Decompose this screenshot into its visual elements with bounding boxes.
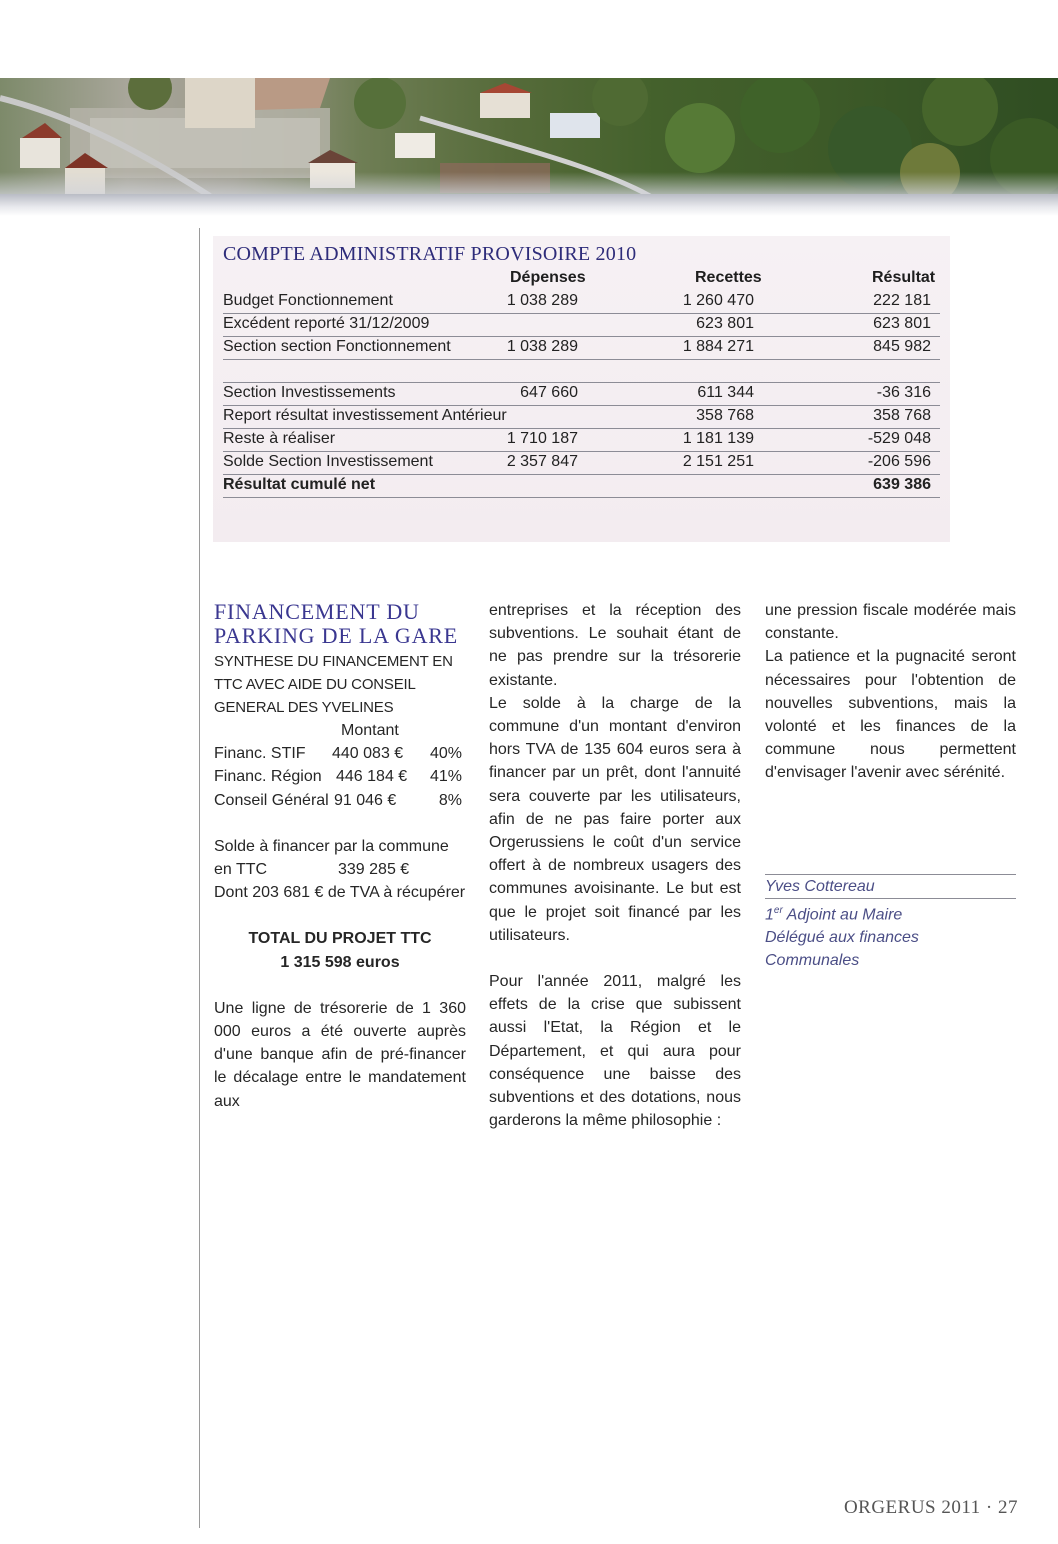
row-resultat: -206 596	[867, 453, 931, 470]
row-resultat: -529 048	[867, 430, 931, 447]
tva-text: Dont 203 681 € de TVA à récupérer	[214, 884, 466, 902]
row-label: Section section Fonctionnement	[223, 338, 451, 355]
total-label: TOTAL DU PROJET TTC	[248, 930, 432, 948]
row-recettes: 1 884 271	[682, 338, 754, 355]
row-depenses: 647 660	[520, 384, 578, 401]
row-depenses: 1 710 187	[506, 430, 578, 447]
tresorerie-paragraph: Une ligne de trésorerie de 1 360 000 euros a été ouverte auprès d'une banque afin de pré-financer le décalage entre le mandatement aux	[214, 999, 466, 1110]
table-row	[223, 336, 940, 360]
compte-administratif-title: COMPTE ADMINISTRATIF PROVISOIRE 2010	[223, 243, 637, 265]
financement-item-percent: 41%	[429, 768, 462, 786]
row-resultat: 222 181	[873, 292, 931, 309]
table-row	[223, 405, 940, 429]
middle-paragraph-3: Pour l'année 2011, malgré les effets de la crise que subissent aussi l'Etat, la Région et le Département, et qui aura pour conséquence une baisse des subventions et des dotations, nous garderons la même philosophie :	[489, 973, 741, 1130]
table-row	[223, 382, 940, 406]
row-label: Budget Fonctionnement	[223, 292, 393, 309]
row-label: Résultat cumulé net	[223, 476, 376, 493]
header-photo	[0, 78, 1058, 198]
signature-role	[765, 899, 1016, 926]
row-resultat: 639 386	[873, 476, 931, 493]
row-resultat: 623 801	[873, 315, 931, 332]
row-depenses: 1 038 289	[506, 292, 578, 309]
montant-header-row	[214, 719, 466, 742]
row-label: Excédent reporté 31/12/2009	[223, 315, 430, 332]
signature-role-superscript: er	[773, 905, 783, 916]
financement-item-percent: 40%	[429, 745, 462, 763]
financement-item	[214, 742, 466, 765]
middle-column	[489, 599, 741, 1132]
row-recettes: 1 181 139	[682, 430, 754, 447]
financement-item	[214, 789, 466, 812]
row-recettes: 358 768	[696, 407, 754, 424]
financement-item-amount: 440 083 €	[332, 745, 404, 763]
row-recettes: 2 151 251	[682, 453, 754, 470]
right-paragraph-1: une pression fiscale modérée mais constante.	[765, 602, 1016, 643]
banner-divider	[0, 194, 1058, 216]
row-depenses: 1 038 289	[506, 338, 578, 355]
signature-name: Yves Cottereau	[765, 878, 875, 895]
financement-column	[214, 600, 466, 1113]
page-footer: ORGERUS 2011 · 27	[843, 1497, 1018, 1518]
table-row-spacer	[223, 359, 940, 383]
signature-role-number: 1	[765, 906, 774, 924]
financement-title-line1: FINANCEMENT DU	[214, 599, 420, 624]
financement-item-percent: 8%	[438, 791, 462, 809]
financement-subtitle: SYNTHESE DU FINANCEMENT EN TTC AVEC AIDE DU CONSEIL GENERAL DES YVELINES	[214, 653, 453, 716]
solde-row	[214, 858, 466, 881]
row-label: Reste à réaliser	[223, 430, 336, 447]
row-label: Section Investissements	[223, 384, 396, 401]
total-amount: 1 315 598 euros	[280, 953, 400, 971]
montant-header: Montant	[341, 722, 399, 739]
financement-item-label: Financ. STIF	[214, 745, 306, 763]
row-resultat: 358 768	[873, 407, 931, 424]
row-resultat: -36 316	[876, 384, 931, 401]
row-label: Report résultat investissement Antérieur	[223, 407, 507, 424]
row-label: Solde Section Investissement	[223, 453, 433, 470]
financement-item-amount: 446 184 €	[336, 768, 408, 786]
financement-item	[214, 765, 466, 788]
signature-block	[765, 874, 1016, 972]
solde-ttc-label: en TTC	[214, 860, 268, 878]
row-recettes: 1 260 470	[682, 292, 754, 309]
financement-item-label: Conseil Général	[214, 791, 329, 809]
right-paragraph-2: La patience et la pugnacité seront nécessaires pour l'obtention de nouvelles subventions, mais la volonté et les finances de la commune nous permettent d'envisager l'avenir avec sérénité.	[765, 648, 1016, 782]
header-recettes: Recettes	[695, 269, 762, 286]
header-resultat: Résultat	[872, 269, 936, 286]
middle-paragraph-1: entreprises et la réception des subventions. Le souhait étant de ne pas prendre sur la trésorerie existante.	[489, 602, 741, 689]
table-row	[223, 451, 940, 475]
row-recettes: 611 344	[697, 384, 754, 401]
header-depenses: Dépenses	[510, 269, 586, 286]
solde-text: Solde à financer par la commune	[214, 837, 449, 855]
table-row	[223, 290, 940, 314]
table-row-total	[223, 474, 940, 498]
left-margin-rule	[199, 228, 200, 1528]
middle-paragraph-2: Le solde à la charge de la commune d'un montant d'environ hors TVA de 135 604 euros sera à financer par un prêt, dont l'annuité sera couverte par les utilisateurs, afin de ne pas faire porter aux Orgerussiens le coût d'un service offert à de nombreux usagers des communes avoisinante. Le but est que le projet soit financé par les utilisateurs.	[489, 694, 741, 944]
table-row	[223, 428, 940, 452]
row-depenses: 2 357 847	[506, 453, 578, 470]
signature-role-text: Adjoint au Maire	[786, 906, 903, 924]
financement-title-line2: PARKING DE LA GARE	[214, 623, 458, 648]
row-resultat: 845 982	[873, 338, 931, 355]
financement-item-label: Financ. Région	[214, 768, 322, 786]
signature-delegate: Délégué aux finances Communales	[765, 929, 919, 970]
row-recettes: 623 801	[696, 315, 754, 332]
solde-amount: 339 285 €	[338, 860, 410, 878]
financement-item-amount: 91 046 €	[334, 791, 397, 809]
right-column	[765, 599, 1016, 785]
table-row	[223, 313, 940, 337]
